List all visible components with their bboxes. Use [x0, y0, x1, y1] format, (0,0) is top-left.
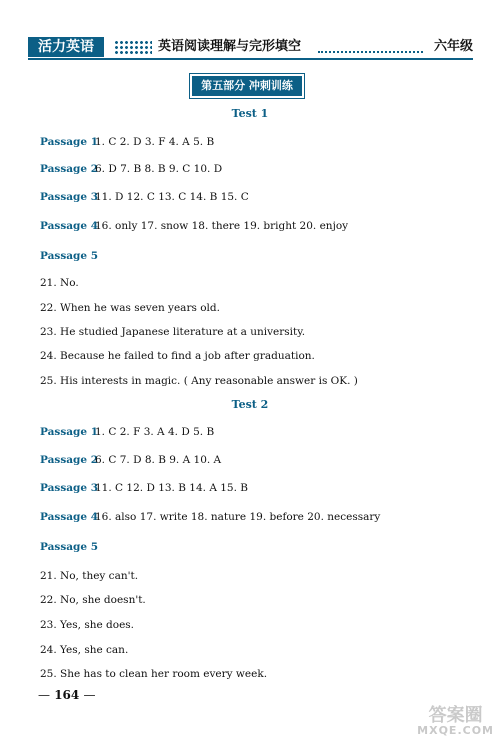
test-2-answer-22: 22. No, she doesn't. [40, 594, 146, 606]
passage-label: Passage 3 [40, 482, 99, 494]
page-number [38, 688, 95, 702]
passage-label: Passage 5 [40, 250, 99, 262]
page-number-value: 164 [54, 688, 80, 702]
passage-answers: 16. also 17. write 18. nature 19. before 20. necessary [95, 511, 381, 523]
passage-label: Passage 3 [40, 191, 99, 203]
test-2-answer-24: 24. Yes, she can. [40, 644, 129, 656]
grade-label: 六年级 [433, 39, 473, 54]
passage-answers: 16. only 17. snow 18. there 19. bright 20. enjoy [95, 220, 349, 232]
passage-answers: 6. D 7. B 8. B 9. C 10. D [95, 163, 223, 175]
watermark-main: 答案圈 [428, 705, 483, 726]
test-1-answer-22: 22. When he was seven years old. [40, 302, 220, 314]
header-divider [28, 58, 473, 60]
test-2-answer-21: 21. No, they can't. [40, 570, 139, 582]
test-2-passage-2-row [40, 454, 221, 466]
test-2-title: Test 2 [231, 398, 269, 411]
test-1-answer-24: 24. Because he failed to find a job after graduation. [40, 350, 315, 362]
dot-pattern-decoration [114, 40, 152, 54]
test-1-passage-1-row [40, 136, 214, 148]
passage-label: Passage 1 [40, 426, 99, 438]
test-1-answer-21: 21. No. [40, 277, 79, 289]
test-1-passage-4-row [40, 220, 348, 232]
passage-label: Passage 5 [40, 541, 99, 553]
passage-answers: 1. C 2. D 3. F 4. A 5. B [95, 136, 215, 148]
test-1-title: Test 1 [231, 107, 269, 120]
site-watermark [417, 707, 494, 736]
watermark-sub: MXQE.COM [417, 724, 494, 737]
passage-label: Passage 2 [40, 163, 99, 175]
test-2-passage-3-row [40, 482, 248, 494]
test-2-passage-5-row [40, 541, 99, 553]
dotted-leader-line [318, 51, 423, 53]
test-2-answer-23: 23. Yes, she does. [40, 619, 135, 631]
test-1-answer-23: 23. He studied Japanese literature at a university. [40, 326, 306, 338]
passage-answers: 1. C 2. F 3. A 4. D 5. B [95, 426, 215, 438]
test-2-passage-4-row [40, 511, 380, 523]
test-2-answer-25: 25. She has to clean her room every week. [40, 668, 268, 680]
book-title: 英语阅读理解与完形填空 [158, 39, 302, 54]
passage-answers: 11. D 12. C 13. C 14. B 15. C [95, 191, 249, 203]
page-dash-left: — [38, 688, 50, 702]
test-1-passage-5-row [40, 250, 99, 262]
test-2-passage-1-row [40, 426, 214, 438]
passage-label: Passage 4 [40, 511, 99, 523]
series-brand: 活力英语 [28, 37, 104, 57]
passage-label: Passage 4 [40, 220, 99, 232]
passage-label: Passage 1 [40, 136, 99, 148]
passage-answers: 6. C 7. D 8. B 9. A 10. A [95, 454, 222, 466]
test-1-passage-2-row [40, 163, 222, 175]
test-1-answer-25: 25. His interests in magic. ( Any reasonable answer is OK. ) [40, 375, 358, 387]
test-1-passage-3-row [40, 191, 249, 203]
passage-answers: 11. C 12. D 13. B 14. A 15. B [95, 482, 248, 494]
page-dash-right: — [83, 688, 96, 702]
passage-label: Passage 2 [40, 454, 99, 466]
running-header [28, 37, 473, 57]
section-title-badge: 第五部分 冲刺训练 [192, 76, 302, 96]
